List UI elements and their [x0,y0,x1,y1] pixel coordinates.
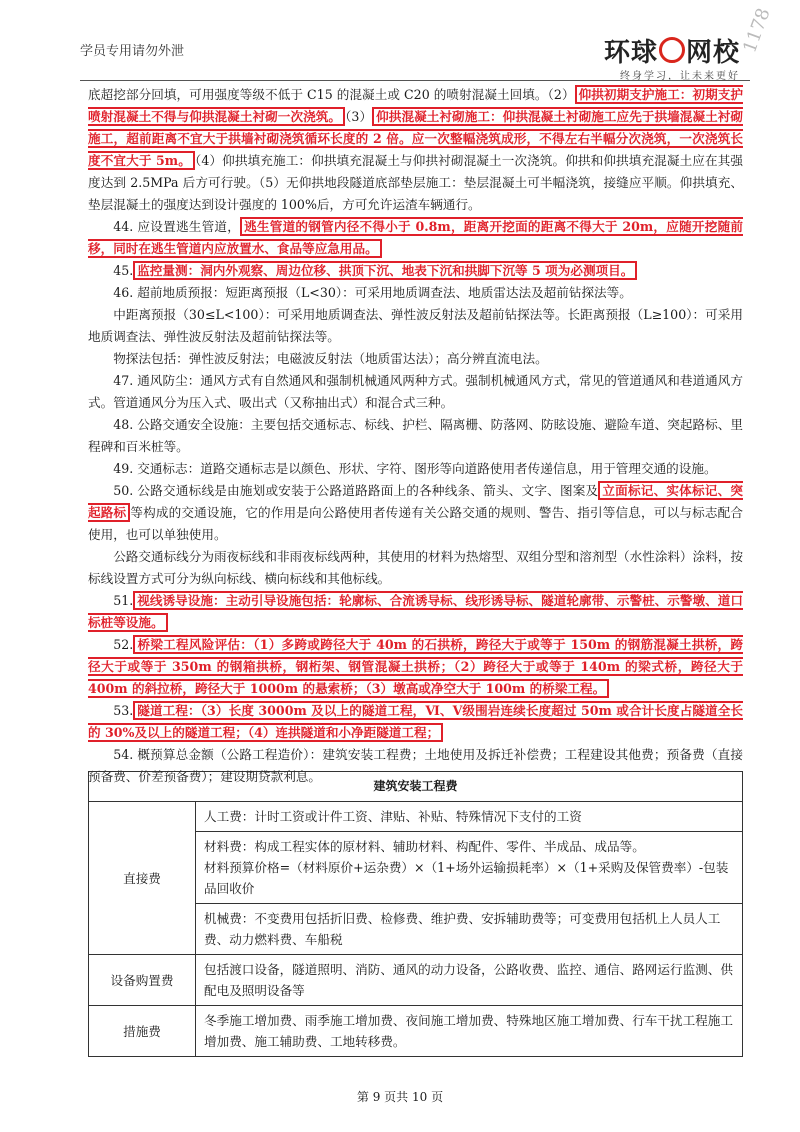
paragraph-52: 52. 桥梁工程风险评估：（1）多跨或跨径大于 40m 的石拱桥，跨径大于或等于 150m 的钢筋混凝土拱桥，跨径大于或等于 350m 的钢箱拱桥，钢桁架、钢管混凝土拱桥；（2）跨径大于或等于 140m 的梁式桥，跨径大于 400m 的斜拉桥，跨径大于 1000m 的悬索桥；（3）墩高或净空大于 100m 的桥梁工程。 [88,637,743,696]
document-body [88,84,743,788]
highlight-box: 桥梁工程风险评估：（1）多跨或跨径大于 40m 的石拱桥，跨径大于或等于 150m 的钢筋混凝土拱桥，跨径大于或等于 350m 的钢箱拱桥，钢桁架、钢管混凝土拱桥；（2）跨径大于或等于 140m 的梁式桥，跨径大于 400m 的斜拉桥，跨径大于 1000m 的悬索桥；（3）墩高或净空大于 100m 的桥梁工程。 [88,637,743,696]
header-divider [80,80,750,81]
brand-logo [604,32,740,82]
labor-cell: 人工费：计时工资或计件工资、津贴、补贴、特殊情况下支付的工资 [196,802,743,832]
table-row [89,955,743,1006]
paragraph-45: 45. 监控量测：洞内外观察、周边位移、拱顶下沉、地表下沉和拱脚下沉等 5 项为必测项目。 [88,260,743,282]
highlight-box: 视线诱导设施：主动引导设施包括：轮廓标、合流诱导标、线形诱导标、隧道轮廓带、示警桩、示警墩、道口标桩等设施。 [88,593,743,630]
table-row [89,772,743,802]
category-measure: 措施费 [89,1006,196,1057]
brand-slogan: 终身学习，让未来更好 [620,71,740,82]
page-number: 第 9 页共 10 页 [356,1090,444,1104]
brand-name-b: 网校 [685,38,740,68]
highlight-box: 仰拱初期支护施工：初期支护喷射混凝土不得与仰拱混凝土衬砌一次浇筑。 [88,87,743,124]
equipment-cell: 包括渡口设备，隧道照明、消防、通风的动力设备，公路收费、监控、通信、路网运行监测、供配电及照明设备等 [196,955,743,1006]
paragraph-54: 54. 概预算总金额（公路工程造价）：建筑安装工程费；土地使用及拆迁补偿费；工程建设其他费；预备费（直接预备费、价差预备费）；建设期贷款利息。 [88,747,743,784]
highlight-box: 立面标记、实体标记、突起路标 [88,483,743,520]
paragraph-46c: 物探法包括：弹性波反射法；电磁波反射法（地质雷达法）；高分辨直流电法。 [113,351,548,366]
machine-cell: 机械费：不变费用包括折旧费、检修费、维护费、安拆辅助费等；可变费用包括机上人员人工费、动力燃料费、车船税 [196,904,743,955]
paragraph-51: 51. 视线诱导设施：主动引导设施包括：轮廓标、合流诱导标、线形诱导标、隧道轮廓带、示警桩、示警墩、道口标桩等设施。 [88,593,743,630]
paragraph-48: 48. 公路交通安全设施：主要包括交通标志、标线、护栏、隔离栅、防落网、防眩设施、避险车道、突起路标、里程碑和百米桩等。 [88,417,743,454]
paragraph-49: 49. 交通标志：道路交通标志是以颜色、形状、字符、图形等向道路使用者传递信息，用于管理交通的设施。 [113,461,717,476]
paragraph-53: 53. 隧道工程：（3）长度 3000m 及以上的隧道工程，Ⅵ、Ⅴ级围岩连续长度超过 50m 或合计长度占隧道全长的 30%及以上的隧道工程；（4）连拱隧道和小净距隧道工程； [88,703,743,740]
paragraph-50b: 公路交通标线分为雨夜标线和非雨夜标线两种，其使用的材料为热熔型、双组分型和溶剂型（水性涂料）涂料，按标线设置方式可分为纵向标线、横向标线和其他标线。 [88,549,743,586]
highlight-box: 监控量测：洞内外观察、周边位移、拱顶下沉、地表下沉和拱脚下沉等 5 项为必测项目。 [133,261,637,280]
table-title: 建筑安装工程费 [89,772,743,802]
category-direct: 直接费 [89,802,196,955]
brand-name-a: 环球 [603,38,658,68]
material-cell: 材料费：构成工程实体的原材料、辅助材料、构配件、零件、半成品、成品等。 材料预算价格=（材料原价+运杂费）×（1+场外运输损耗率）×（1+采购及保管费率）-包装品回收价 [196,832,743,904]
paragraph-46: 46. 超前地质预报：短距离预报（L<30）：可采用地质调查法、地质雷达法及超前钻探法等。 [113,285,632,300]
fee-table [88,771,743,1057]
table-row [89,1006,743,1057]
category-equipment: 设备购置费 [89,955,196,1006]
paragraph-47: 47. 通风防尘：通风方式有自然通风和强制机械通风两种方式。强制机械通风方式，常见的管道通风和巷道通风方式。管道通风分为压入式、吸出式（又称抽出式）和混合式三种。 [88,373,743,410]
measure-cell: 冬季施工增加费、雨季施工增加费、夜间施工增加费、特殊地区施工增加费、行车干扰工程施工增加费、施工辅助费、工地转移费。 [196,1006,743,1057]
table-row [89,802,743,832]
paragraph-44: 44. 应设置逃生管道， 逃生管道的钢管内径不得小于 0.8m，距离开挖面的距离不得大于 20m，应随开挖随前移，同时在逃生管道内应放置水、食品等应急用品。 [88,219,743,256]
side-watermark: 1178 [739,5,775,56]
page-header [80,30,760,80]
header-notice: 学员专用请勿外泄 [80,44,185,59]
highlight-box: 隧道工程：（3）长度 3000m 及以上的隧道工程，Ⅵ、Ⅴ级围岩连续长度超过 50m 或合计长度占隧道全长的 30%及以上的隧道工程；（4）连拱隧道和小净距隧道工程； [88,703,743,740]
paragraph-43: 底超挖部分回填，可用强度等级不低于 C15 的混凝土或 C20 的喷射混凝土回填。（2） 仰拱初期支护施工：初期支护喷射混凝土不得与仰拱混凝土衬砌一次浇筑。 （3） 仰拱混凝土衬砌施工：仰拱混凝土衬砌施工应先于拱墙混凝土衬砌施工，超前距离不宜大于拱墙衬砌浇筑循环长度的 2 倍。应一次整幅浇筑成形，不得左右半幅分次浇筑，一次浇筑长度不宜大于 5m。 （4）仰拱填充施工：仰拱填充混凝土与仰拱衬砌混凝土一次浇筑。仰拱和仰拱填充混凝土应在其强度达到 2.5MPa 后方可行驶。（5）无仰拱地段隧道底部垫层施工：垫层混凝土可半幅浇筑，接缝应平顺。仰拱填充、垫层混凝土的强度达到设计强度的 100%后，方可允许运渣车辆通行。 [88,87,744,212]
globe-icon [659,37,685,63]
paragraph-50: 50. 公路交通标线是由施划或安装于公路道路路面上的各种线条、箭头、文字、图案及 立面标记、实体标记、突起路标 等构成的交通设施，它的作用是向公路使用者传递有关公路交通的规则、警告、指引等信息，可以与标志配合使用，也可以单独使用。 [88,483,744,542]
highlight-box: 逃生管道的钢管内径不得小于 0.8m，距离开挖面的距离不得大于 20m，应随开挖随前移，同时在逃生管道内应放置水、食品等应急用品。 [88,219,743,256]
paragraph-46b: 中距离预报（30≤L<100）：可采用地质调查法、弹性波反射法及超前钻探法等。长距离预报（L≥100）：可采用地质调查法、弹性波反射法及超前钻探法等。 [88,307,743,344]
highlight-box: 仰拱混凝土衬砌施工：仰拱混凝土衬砌施工应先于拱墙混凝土衬砌施工，超前距离不宜大于拱墙衬砌浇筑循环长度的 2 倍。应一次整幅浇筑成形，不得左右半幅分次浇筑，一次浇筑长度不宜大于 5m。 [88,109,744,168]
